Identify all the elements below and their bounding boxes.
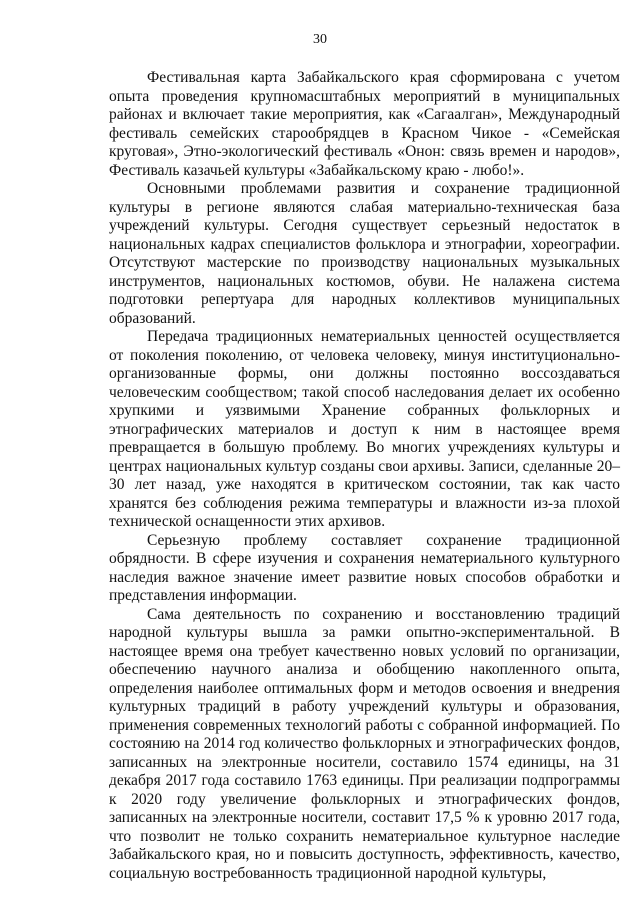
paragraph-transmission-values: Передача традиционных нематериальных ценностей осуществляется от поколения поколению, от человека человеку, минуя институционально-организованные формы, они должны постоянно воссоздаваться человеческим сообществом; такой способ наследования делает их особенно хрупкими и уязвимыми Хранение собранных фольклорных и этнографических материалов и доступ к ним в настоящее время превращается в большую проблему. Во многих учреждениях культуры и центрах национальных культур созданы свои архивы. Записи, сделанные 20–30 лет назад, уже находятся в критическом состоянии, так как часто хранятся без соблюдения режима температуры и влажности из-за плохой технической оснащенности этих архивов.	[109, 328, 620, 530]
paragraph-main-problems: Основными проблемами развития и сохранение традиционной культуры в регионе являются слабая материально-техническая база учреждений культуры. Сегодня существует серьезный недостаток в национальных кадрах специалистов фольклора и этнографии, хореографии. Отсутствуют мастерские по производству национальных музыкальных инструментов, национальных костюмов, обуви. Не налажена система подготовки репертуара для народных коллективов муниципальных образований.	[109, 180, 620, 327]
paragraph-ritual-preservation: Серьезную проблему составляет сохранение традиционной обрядности. В сфере изучения и сохранения нематериального культурного наследия важное значение имеет развитие новых способов обработки и представления информации.	[109, 531, 620, 604]
paragraph-festival-map: Фестивальная карта Забайкальского края сформирована с учетом опыта проведения крупномасштабных мероприятий в муниципальных районах и включает такие мероприятия, как «Сагаалган», Международный фестиваль семейских старообрядцев в Красном Чикое - «Семейская круговая», Этно-экологический фестиваль «Онон: связь времен и народов», Фестиваль казачьей культуры «Забайкальскому краю - любо!».	[109, 69, 620, 179]
page-number: 30	[313, 32, 327, 47]
body-text	[109, 69, 620, 883]
paragraph-activity-preservation: Сама деятельность по сохранению и восстановлению традиций народной культуры вышла за рамки опытно-экспериментальной. В настоящее время она требует качественно новых условий по организации, обеспечению научного анализа и обобщению накопленного опыта, определения наиболее оптимальных форм и методов освоения и внедрения культурных традиций в работу учреждений культуры и образования, применения современных технологий работы с собранной информацией. По состоянию на 2014 год количество фольклорных и этнографических фондов, записанных на электронные носители, составило 1574 единицы, на 31 декабря 2017 года составило 1763 единицы. При реализации подпрограммы к 2020 году увеличение фольклорных и этнографических фондов, записанных на электронные носители, составит 17,5 % к уровню 2017 года, что позволит не только сохранить нематериальное культурное наследие Забайкальского края, но и повысить доступность, эффективность, качество, социальную востребованность традиционной народной культуры,	[109, 605, 620, 882]
